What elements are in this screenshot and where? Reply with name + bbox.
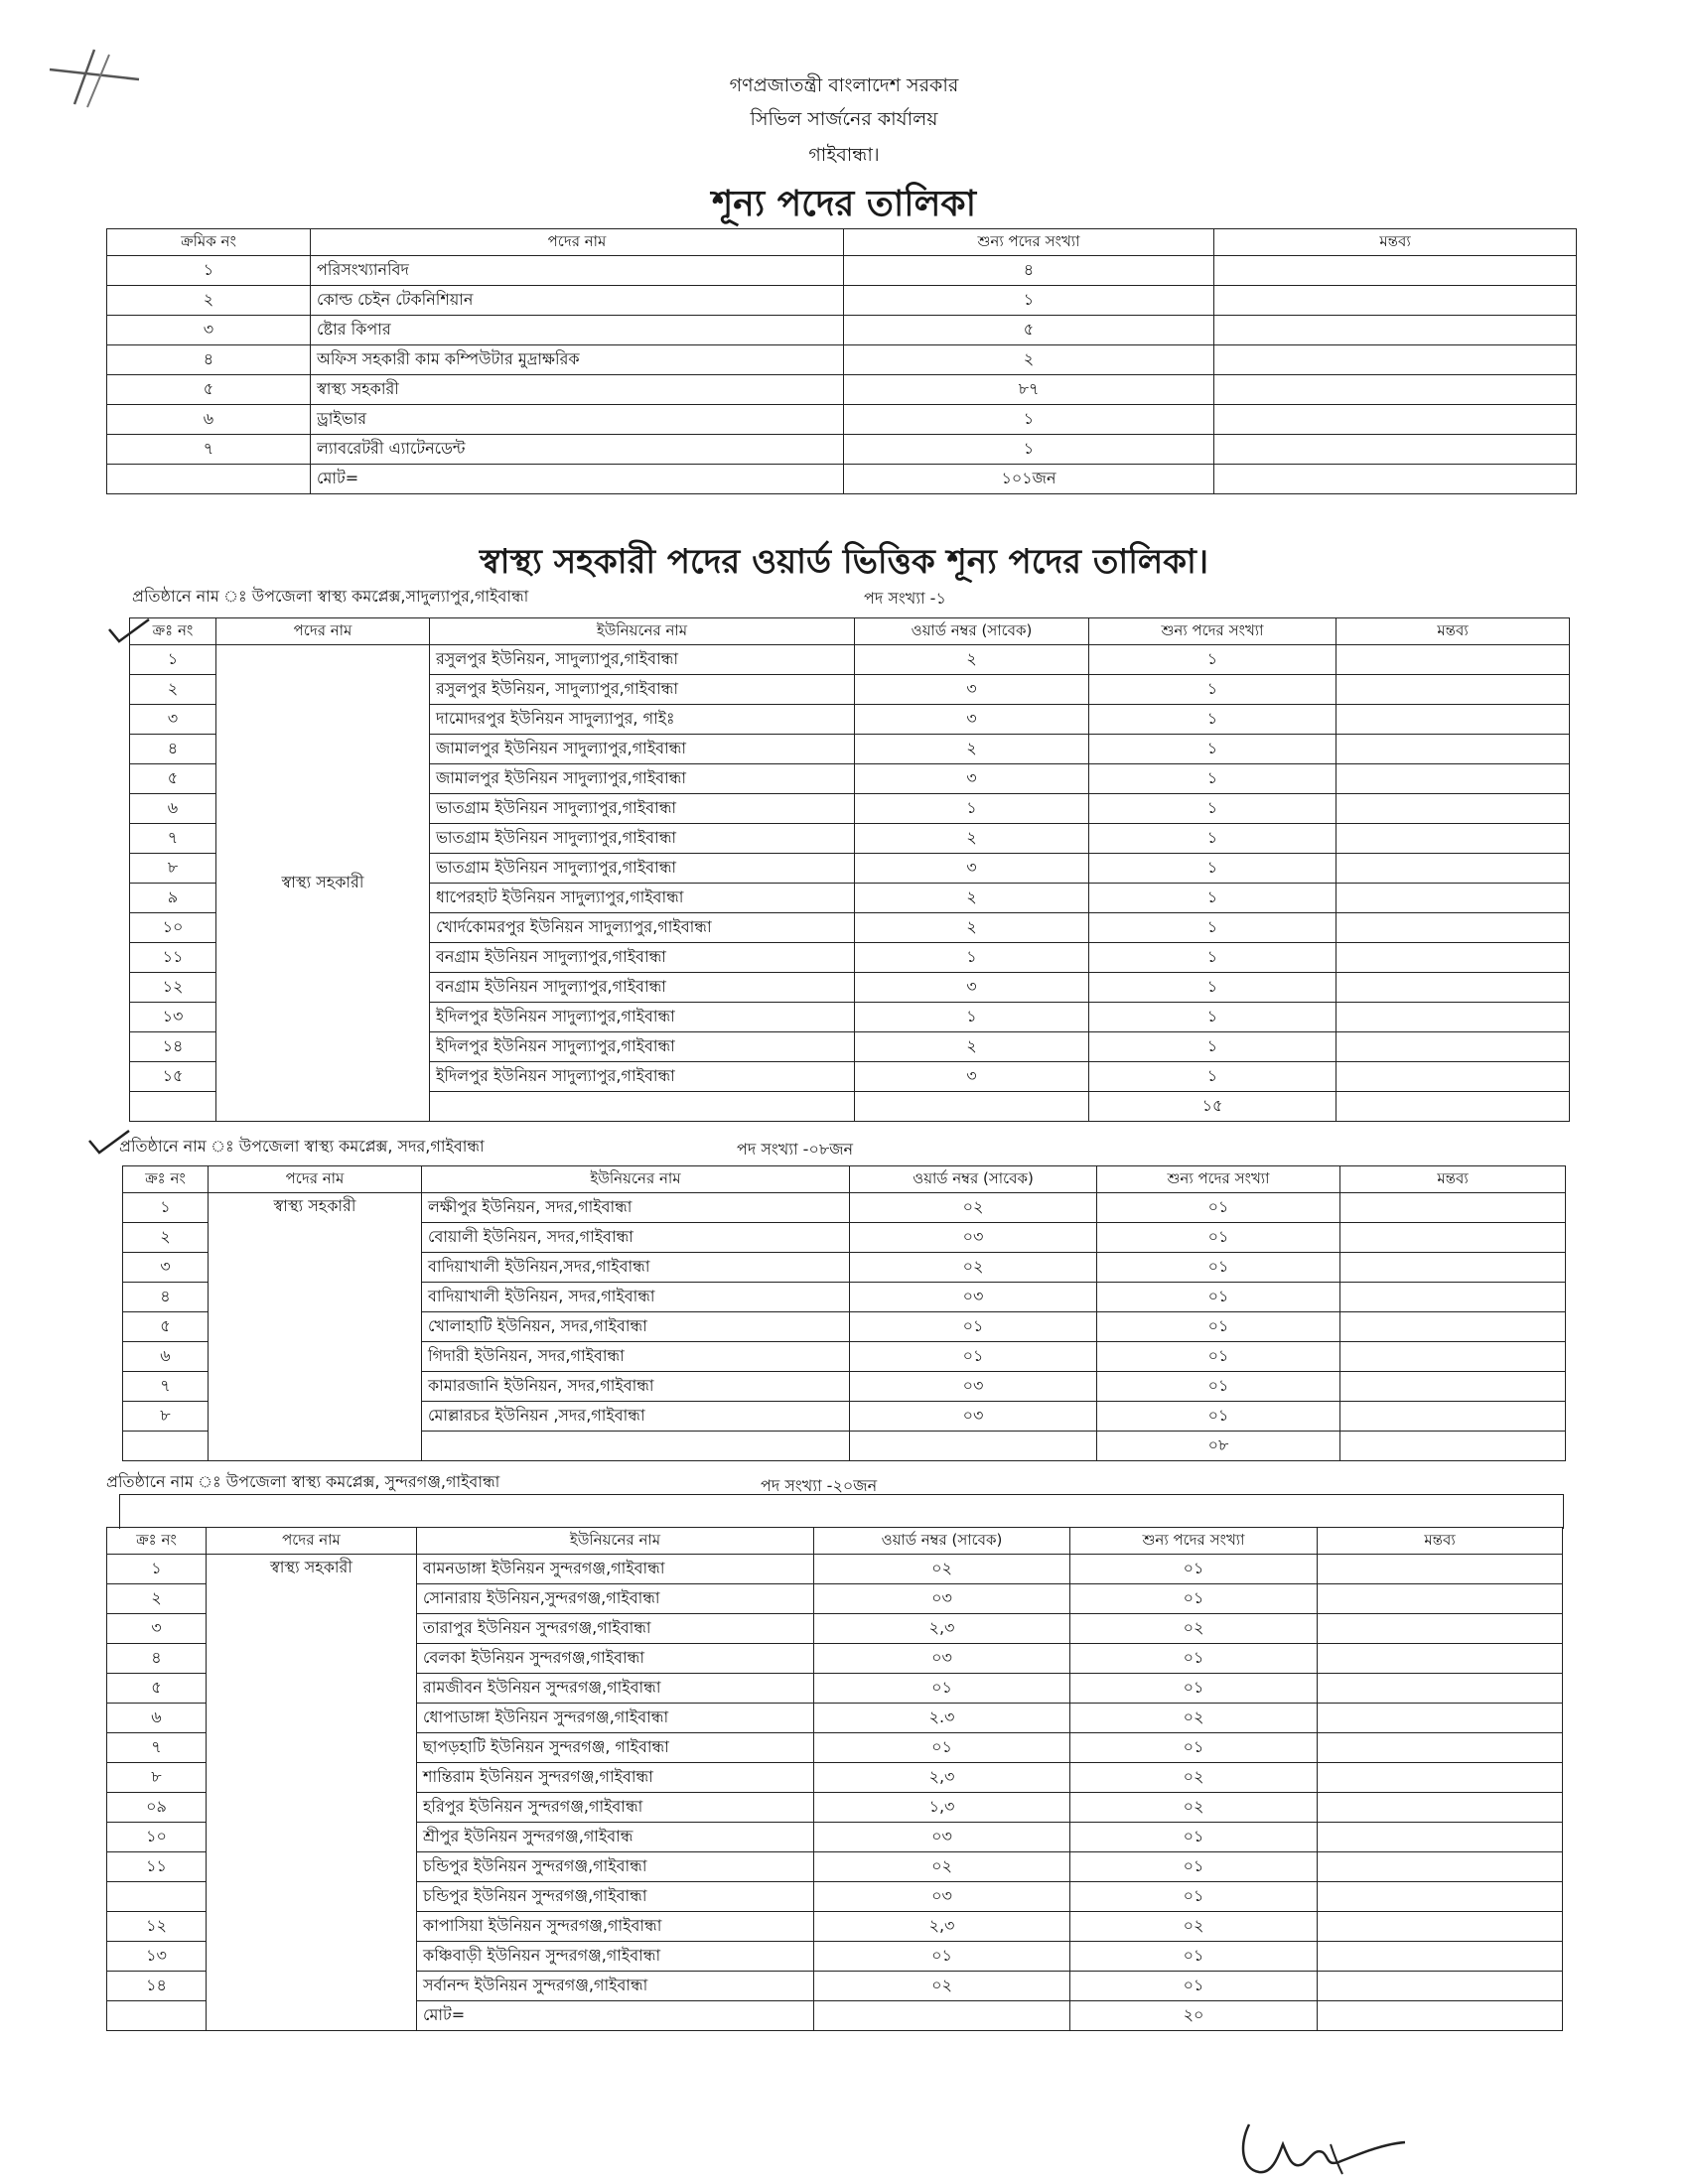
vacancy-count-cell: ১ [1089,735,1336,764]
post-name-cell: ল্যাবরেটরী এ্যাটেনডেন্ট [311,435,844,465]
remark-cell [1336,705,1570,735]
ward-number-cell: ০৩ [814,1584,1070,1614]
serial-cell: ৩ [107,316,311,345]
vacancy-count-cell: ৮৭ [844,375,1214,405]
vacancy-count-cell: ১ [844,435,1214,465]
remark-cell [1318,1972,1563,2001]
vacancy-count-cell: ০১ [1097,1372,1340,1402]
column-header: পদের নাম [209,1166,422,1193]
ward-number-cell: ১ [855,943,1089,973]
column-header: ওয়ার্ড নম্বর (সাবেক) [814,1528,1070,1555]
serial-cell: ১৫ [130,1062,216,1092]
post-name-cell: পরিসংখ্যানবিদ [311,256,844,286]
ward-number-cell: ০৩ [850,1402,1097,1432]
ward-number-cell: ১ [855,794,1089,824]
column-header: শুন্য পদের সংখ্যা [1089,618,1336,645]
ward-number-cell: ০২ [814,1852,1070,1882]
table-header-row [107,229,1577,256]
vacancy-count-cell: ০১ [1097,1253,1340,1283]
serial-cell: ১৩ [130,1003,216,1032]
union-name-cell: ভাতগ্রাম ইউনিয়ন সাদুল্যাপুর,গাইবান্ধা [430,794,855,824]
remark-cell [1318,1942,1563,1972]
ward-number-cell: ২,৩ [814,1614,1070,1644]
remark-cell [1336,824,1570,854]
union-name-cell: শান্তিরাম ইউনিয়ন সুন্দরগঞ্জ,গাইবান্ধা [417,1763,814,1793]
remark-cell [1336,943,1570,973]
serial-cell: ৫ [107,1674,207,1704]
union-name-cell: তারাপুর ইউনিয়ন সুন্দরগঞ্জ,গাইবান্ধা [417,1614,814,1644]
page-title: শূন্য পদের তালিকা [711,184,977,224]
serial-cell: ৭ [107,1733,207,1763]
table-header-row [130,618,1570,645]
remark-cell [1318,1823,1563,1852]
serial-cell: ৬ [107,405,311,435]
column-header: ক্রঃ নং [123,1166,209,1193]
remark-cell [1214,405,1577,435]
ward-number-cell [814,2001,1070,2031]
ward-number-cell [855,1092,1089,1122]
column-header: ক্রঃ নং [130,618,216,645]
vacancy-count-cell: ০১ [1070,1555,1318,1584]
union-name-cell: রসুলপুর ইউনিয়ন, সাদুল্যাপুর,গাইবান্ধা [430,645,855,675]
union-name-cell: চন্ডিপুর ইউনিয়ন সুন্দরগঞ্জ,গাইবান্ধা [417,1852,814,1882]
post-name-cell: ষ্টোর কিপার [311,316,844,345]
column-header: পদের নাম [311,229,844,256]
ward-number-cell: ২ [855,824,1089,854]
union-name-cell: ইদিলপুর ইউনিয়ন সাদুল্যাপুর,গাইবান্ধা [430,1062,855,1092]
serial-cell: ২ [130,675,216,705]
post-count-label: পদ সংখ্যা -০৮জন [737,1140,854,1159]
serial-cell [107,1882,207,1912]
vacancy-count-cell: ০১ [1097,1283,1340,1312]
column-header: শুন্য পদের সংখ্যা [1097,1166,1340,1193]
table-row [123,1193,1566,1223]
union-name-cell: ধোপাডাঙ্গা ইউনিয়ন সুন্দরগঞ্জ,গাইবান্ধা [417,1704,814,1733]
remark-cell [1318,1733,1563,1763]
vacancy-count-cell: ১ [1089,1003,1336,1032]
vacancy-count-cell: ০১ [1070,1942,1318,1972]
vacancy-count-cell: ১ [844,286,1214,316]
remark-cell [1340,1432,1566,1461]
vacancy-count-cell: ৪ [844,256,1214,286]
remark-cell [1318,1912,1563,1942]
table-row [107,375,1577,405]
ward-number-cell: ০৩ [850,1223,1097,1253]
remark-cell [1340,1283,1566,1312]
ward-number-cell: ০২ [814,1555,1070,1584]
vacancy-count-cell: ০১ [1097,1312,1340,1342]
serial-cell: ১ [123,1193,209,1223]
total-row [107,465,1577,494]
serial-cell: ১০ [107,1823,207,1852]
remark-cell [1340,1193,1566,1223]
ward-number-cell: ৩ [855,675,1089,705]
union-name-cell: হরিপুর ইউনিয়ন সুন্দরগঞ্জ,গাইবান্ধা [417,1793,814,1823]
vacancy-count-cell: ১ [1089,884,1336,913]
serial-cell: ৩ [107,1614,207,1644]
serial-cell: ২ [107,286,311,316]
union-name-cell: ভাতগ্রাম ইউনিয়ন সাদুল্যাপুর,গাইবান্ধা [430,824,855,854]
vacancy-count-cell: ০১ [1070,1823,1318,1852]
column-header: ইউনিয়নের নাম [417,1528,814,1555]
column-header: মন্তব্য [1318,1528,1563,1555]
ward-number-cell: ০৩ [814,1644,1070,1674]
remark-cell [1336,764,1570,794]
vacancy-count-cell: ৫ [844,316,1214,345]
institution-label: প্রতিষ্ঠানে নাম ঃ উপজেলা স্বাস্থ্য কমপ্লেক্স, সুন্দরগঞ্জ,গাইবান্ধা [106,1472,500,1491]
signature [1231,2115,1410,2179]
vacancy-count-cell: ১ [1089,973,1336,1003]
ward-number-cell: ২ [855,1032,1089,1062]
serial-cell: ১৪ [130,1032,216,1062]
union-name-cell: বনগ্রাম ইউনিয়ন সাদুল্যাপুর,গাইবান্ধা [430,973,855,1003]
ward-number-cell: ২ [855,645,1089,675]
ward-number-cell [850,1432,1097,1461]
sadar-table [122,1165,1566,1461]
union-name-cell: রামজীবন ইউনিয়ন সুন্দরগঞ্জ,গাইবান্ধা [417,1674,814,1704]
column-header: ওয়ার্ড নম্বর (সাবেক) [850,1166,1097,1193]
serial-cell [107,465,311,494]
total-value: ০৮ [1097,1432,1340,1461]
union-name-cell: ছাপড়হাটি ইউনিয়ন সুন্দরগঞ্জ, গাইবান্ধা [417,1733,814,1763]
ward-number-cell: ২ [855,735,1089,764]
post-name-cell: অফিস সহকারী কাম কম্পিউটার মুদ্রাক্ষরিক [311,345,844,375]
table-header-row [107,1528,1563,1555]
remark-cell [1336,1032,1570,1062]
ward-number-cell: ০২ [850,1193,1097,1223]
ward-number-cell: ০৩ [814,1823,1070,1852]
ward-number-cell: ৩ [855,973,1089,1003]
serial-cell: ১ [107,256,311,286]
table-row [107,345,1577,375]
vacancy-count-cell: ১ [1089,1062,1336,1092]
post-count-label: পদ সংখ্যা -২০জন [761,1476,878,1495]
remark-cell [1318,1614,1563,1644]
column-header: ক্রঃ নং [107,1528,207,1555]
union-name-cell: ধাপেরহাট ইউনিয়ন সাদুল্যাপুর,গাইবান্ধা [430,884,855,913]
total-value: ১৫ [1089,1092,1336,1122]
ward-number-cell: ২,৩ [814,1763,1070,1793]
union-name-cell: ইদিলপুর ইউনিয়ন সাদুল্যাপুর,গাইবান্ধা [430,1032,855,1062]
vacancy-count-cell: ০১ [1070,1733,1318,1763]
vacancy-count-cell: ০২ [1070,1704,1318,1733]
serial-cell: ৩ [130,705,216,735]
ward-number-cell: ০৩ [850,1283,1097,1312]
ward-number-cell: ০১ [814,1733,1070,1763]
column-header: মন্তব্য [1340,1166,1566,1193]
union-name-cell: মোল্লারচর ইউনিয়ন ,সদর,গাইবান্ধা [422,1402,850,1432]
union-name-cell: বেলকা ইউনিয়ন সুন্দরগঞ্জ,গাইবান্ধা [417,1644,814,1674]
serial-cell: ১২ [130,973,216,1003]
remark-cell [1336,884,1570,913]
vacancy-count-cell: ০২ [1070,1614,1318,1644]
vacancy-count-cell: ০১ [1070,1584,1318,1614]
remark-cell [1336,675,1570,705]
serial-cell: ১২ [107,1912,207,1942]
remark-cell [1318,2001,1563,2031]
vacancy-count-cell: ১ [1089,824,1336,854]
remark-cell [1340,1223,1566,1253]
serial-cell: ৬ [107,1704,207,1733]
union-name-cell: শ্রীপুর ইউনিয়ন সুন্দরগঞ্জ,গাইবান্ধ [417,1823,814,1852]
total-label [430,1092,855,1122]
serial-cell: ৪ [130,735,216,764]
remark-cell [1318,1882,1563,1912]
remark-cell [1318,1644,1563,1674]
serial-cell [130,1092,216,1122]
vacancy-count-cell: ০১ [1070,1882,1318,1912]
union-name-cell: রসুলপুর ইউনিয়ন, সাদুল্যাপুর,গাইবান্ধা [430,675,855,705]
column-header: ইউনিয়নের নাম [430,618,855,645]
post-name-cell: ড্রাইভার [311,405,844,435]
table-header-row [123,1166,1566,1193]
vacancy-count-cell: ১ [1089,1032,1336,1062]
vacancy-count-cell: ০২ [1070,1793,1318,1823]
district-line: গাইবান্ধা। [808,144,880,166]
post-name-cell: কোল্ড চেইন টেকনিশিয়ান [311,286,844,316]
remark-cell [1340,1342,1566,1372]
vacancy-count-cell: ০১ [1070,1674,1318,1704]
serial-cell: ১১ [107,1852,207,1882]
serial-cell: ৫ [123,1312,209,1342]
serial-cell: ২ [107,1584,207,1614]
vacancy-count-cell: ১ [1089,675,1336,705]
column-header: পদের নাম [207,1528,417,1555]
serial-cell: ৬ [123,1342,209,1372]
remark-cell [1214,286,1577,316]
vacancy-count-cell: ০১ [1070,1644,1318,1674]
union-name-cell: জামালপুর ইউনিয়ন সাদুল্যাপুর,গাইবান্ধা [430,764,855,794]
table-row [107,405,1577,435]
summary-table [106,228,1577,494]
remark-cell [1318,1852,1563,1882]
ward-number-cell: ২.৩ [814,1704,1070,1733]
union-name-cell: বাদিয়াখালী ইউনিয়ন,সদর,গাইবান্ধা [422,1253,850,1283]
remark-cell [1340,1372,1566,1402]
sundarganj-table [106,1527,1563,2031]
ward-number-cell: ৩ [855,705,1089,735]
serial-cell: ৪ [123,1283,209,1312]
ward-number-cell: ২,৩ [814,1912,1070,1942]
table-row [130,645,1570,675]
serial-cell: ৯ [130,884,216,913]
vacancy-count-cell: ১ [1089,705,1336,735]
serial-cell: ১ [130,645,216,675]
ward-number-cell: ০১ [814,1674,1070,1704]
serial-cell: ২ [123,1223,209,1253]
vacancy-count-cell: ০১ [1097,1342,1340,1372]
ward-number-cell: ০২ [814,1972,1070,2001]
institution-label: প্রতিষ্ঠানে নাম ঃ উপজেলা স্বাস্থ্য কমপ্লেক্স,সাদুল্যাপুর,গাইবান্ধা [132,587,529,606]
post-name-cell: স্বাস্থ্য সহকারী [207,1555,417,2031]
union-name-cell: সর্বানন্দ ইউনিয়ন সুন্দরগঞ্জ,গাইবান্ধা [417,1972,814,2001]
vacancy-count-cell: ১ [1089,794,1336,824]
serial-cell: ১৪ [107,1972,207,2001]
table-row [107,256,1577,286]
post-count-label: পদ সংখ্যা -১ [864,589,946,608]
serial-cell [123,1432,209,1461]
vacancy-count-cell: ০১ [1097,1193,1340,1223]
ward-number-cell: ০২ [850,1253,1097,1283]
ward-number-cell: ০১ [850,1342,1097,1372]
remark-cell [1336,854,1570,884]
union-name-cell: লক্ষীপুর ইউনিয়ন, সদর,গাইবান্ধা [422,1193,850,1223]
table-row [107,316,1577,345]
section-frame [119,1494,1564,1529]
union-name-cell: জামালপুর ইউনিয়ন সাদুল্যাপুর,গাইবান্ধা [430,735,855,764]
serial-cell: ৪ [107,1644,207,1674]
remark-cell [1318,1555,1563,1584]
sadullapur-table [129,617,1570,1122]
union-name-cell: ইদিলপুর ইউনিয়ন সাদুল্যাপুর,গাইবান্ধা [430,1003,855,1032]
ward-number-cell: ০৩ [814,1882,1070,1912]
serial-cell: ১১ [130,943,216,973]
institution-label: প্রতিষ্ঠানে নাম ঃ উপজেলা স্বাস্থ্য কমপ্লেক্স, সদর,গাইবান্ধা [119,1137,485,1156]
vacancy-count-cell: ০১ [1070,1972,1318,2001]
serial-cell: ১০ [130,913,216,943]
ward-number-cell: ২ [855,913,1089,943]
union-name-cell: খোলাহাটি ইউনিয়ন, সদর,গাইবান্ধা [422,1312,850,1342]
union-name-cell: চন্ডিপুর ইউনিয়ন সুন্দরগঞ্জ,গাইবান্ধা [417,1882,814,1912]
ward-number-cell: ২ [855,884,1089,913]
remark-cell [1214,316,1577,345]
vacancy-count-cell: ০২ [1070,1912,1318,1942]
remark-cell [1214,256,1577,286]
remark-cell [1336,794,1570,824]
union-name-cell: বনগ্রাম ইউনিয়ন সাদুল্যাপুর,গাইবান্ধা [430,943,855,973]
union-name-cell: বামনডাঙ্গা ইউনিয়ন সুন্দরগঞ্জ,গাইবান্ধা [417,1555,814,1584]
ward-number-cell: ৩ [855,764,1089,794]
vacancy-count-cell: ১ [1089,943,1336,973]
total-label: মোট= [417,2001,814,2031]
vacancy-count-cell: ০২ [1070,1763,1318,1793]
serial-cell [107,2001,207,2031]
remark-cell [1336,973,1570,1003]
vacancy-count-cell: ১ [1089,764,1336,794]
union-name-cell: দামোদরপুর ইউনিয়ন সাদুল্যাপুর, গাইঃ [430,705,855,735]
serial-cell: ১ [107,1555,207,1584]
union-name-cell: ভাতগ্রাম ইউনিয়ন সাদুল্যাপুর,গাইবান্ধা [430,854,855,884]
serial-cell: ৫ [107,375,311,405]
union-name-cell: গিদারী ইউনিয়ন, সদর,গাইবান্ধা [422,1342,850,1372]
remark-cell [1340,1312,1566,1342]
ward-number-cell: ০১ [814,1942,1070,1972]
remark-cell [1318,1793,1563,1823]
post-name-cell: স্বাস্থ্য সহকারী [311,375,844,405]
serial-cell: ৩ [123,1253,209,1283]
remark-cell [1214,465,1577,494]
vacancy-count-cell: ০১ [1070,1852,1318,1882]
remark-cell [1318,1763,1563,1793]
union-name-cell: কঞ্চিবাড়ী ইউনিয়ন সুন্দরগঞ্জ,গাইবান্ধা [417,1942,814,1972]
ward-number-cell: ১,৩ [814,1793,1070,1823]
serial-cell: ০৯ [107,1793,207,1823]
vacancy-count-cell: ১ [1089,854,1336,884]
remark-cell [1340,1253,1566,1283]
total-label: মোট= [311,465,844,494]
column-header: ওয়ার্ড নম্বর (সাবেক) [855,618,1089,645]
vacancy-count-cell: ১ [1089,913,1336,943]
serial-cell: ৪ [107,345,311,375]
serial-cell: ৭ [130,824,216,854]
column-header: শুন্য পদের সংখ্যা [844,229,1214,256]
serial-cell: ১৩ [107,1942,207,1972]
union-name-cell: বাদিয়াখালী ইউনিয়ন, সদর,গাইবান্ধা [422,1283,850,1312]
post-name-cell: স্বাস্থ্য সহকারী [209,1193,422,1461]
total-value: ১০১জন [844,465,1214,494]
serial-cell: ৮ [107,1763,207,1793]
remark-cell [1336,913,1570,943]
table-row [107,1555,1563,1584]
ward-number-cell: ৩ [855,1062,1089,1092]
remark-cell [1336,1062,1570,1092]
vacancy-count-cell: ১ [844,405,1214,435]
remark-cell [1214,435,1577,465]
union-name-cell: খোর্দকোমরপুর ইউনিয়ন সাদুল্যাপুর,গাইবান্ধা [430,913,855,943]
remark-cell [1214,345,1577,375]
table-row [107,286,1577,316]
govt-line: গণপ্রজাতন্ত্রী বাংলাদেশ সরকার [729,74,959,96]
total-value: ২০ [1070,2001,1318,2031]
vacancy-count-cell: ১ [1089,645,1336,675]
ward-wise-title: স্বাস্থ্য সহকারী পদের ওয়ার্ড ভিত্তিক শূন্য পদের তালিকা। [479,542,1209,582]
serial-cell: ৭ [123,1372,209,1402]
ward-number-cell: ০১ [850,1312,1097,1342]
ward-number-cell: ০৩ [850,1372,1097,1402]
union-name-cell: কামারজানি ইউনিয়ন, সদর,গাইবান্ধা [422,1372,850,1402]
vacancy-count-cell: ০১ [1097,1402,1340,1432]
vacancy-count-cell: ২ [844,345,1214,375]
union-name-cell: কাপাসিয়া ইউনিয়ন সুন্দরগঞ্জ,গাইবান্ধা [417,1912,814,1942]
column-header: শুন্য পদের সংখ্যা [1070,1528,1318,1555]
column-header: ইউনিয়নের নাম [422,1166,850,1193]
remark-cell [1336,735,1570,764]
serial-cell: ৮ [130,854,216,884]
serial-cell: ৬ [130,794,216,824]
office-line: সিভিল সার্জনের কার্যালয় [750,108,938,130]
ward-number-cell: ১ [855,1003,1089,1032]
remark-cell [1336,1003,1570,1032]
column-header: মন্তব্য [1214,229,1577,256]
vacancy-count-cell: ০১ [1097,1223,1340,1253]
serial-cell: ৮ [123,1402,209,1432]
column-header: ক্রমিক নং [107,229,311,256]
ward-number-cell: ৩ [855,854,1089,884]
remark-cell [1214,375,1577,405]
remark-cell [1340,1402,1566,1432]
remark-cell [1318,1584,1563,1614]
column-header: পদের নাম [216,618,430,645]
remark-cell [1318,1674,1563,1704]
union-name-cell: বোয়ালী ইউনিয়ন, সদর,গাইবান্ধা [422,1223,850,1253]
column-header: মন্তব্য [1336,618,1570,645]
serial-cell: ৭ [107,435,311,465]
post-name-cell: স্বাস্থ্য সহকারী [216,645,430,1122]
remark-cell [1336,1092,1570,1122]
table-row [107,435,1577,465]
serial-cell: ৫ [130,764,216,794]
total-label [422,1432,850,1461]
union-name-cell: সোনারায় ইউনিয়ন,সুন্দরগঞ্জ,গাইবান্ধা [417,1584,814,1614]
remark-cell [1318,1704,1563,1733]
remark-cell [1336,645,1570,675]
